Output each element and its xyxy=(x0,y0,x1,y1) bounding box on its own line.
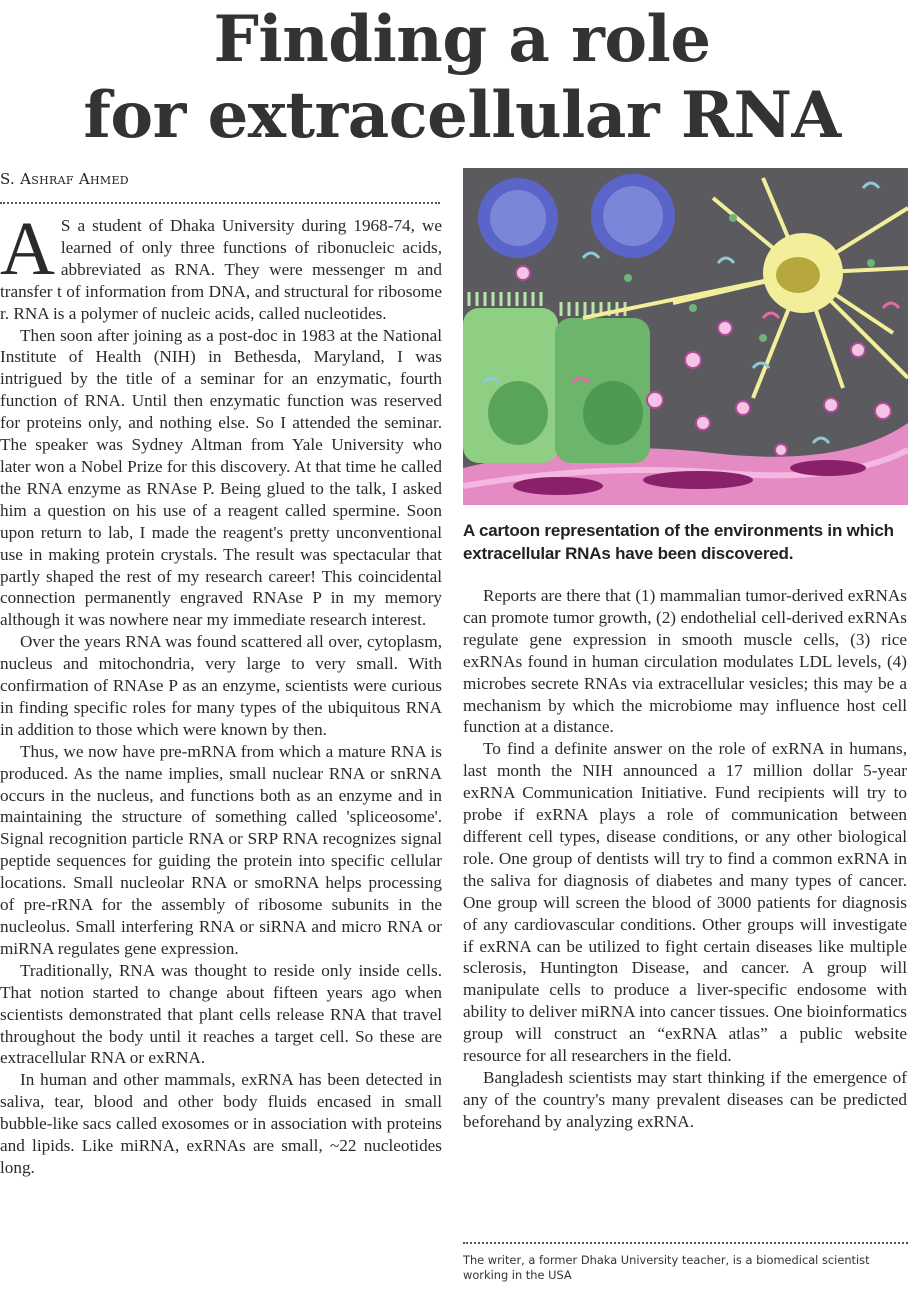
cell-nucleus xyxy=(488,381,548,445)
paragraph-3: Over the years RNA was found scattered all over, cytoplasm, nucleus and mitochondria, very large to very small. With confirmation of RNAse P as an enzyme, scientists were curious in finding specific roles for many types of the ubiquitous RNA in addition to those which were known by then. xyxy=(0,632,442,739)
neuron-nucleus xyxy=(776,257,820,293)
cell-nucleus xyxy=(583,381,643,445)
blood-cell xyxy=(643,471,753,489)
right-column xyxy=(463,585,907,1133)
blood-cell xyxy=(790,460,866,476)
paragraph-8: To find a definite answer on the role of exRNA in humans, last month the NIH announced a 17 million dollar 5-year exRNA Communication Initiative. Fund recipients will try to probe if exRNA plays a role of communication between different cell types, disease conditions, or any other biological role. One group of dentists will try to find a common exRNA in the saliva for diagnosis of diabetes and many types of cancer. One group will screen the blood of 3000 patients for diagnosis of any cardiovascular conditions. Other groups will investigate if exRNA can be utilized to fight certain diseases like multiple sclerosis, Huntington Disease, and cancer. A group will manipulate cells to produce a liver-specific endosome with ability to deliver miRNA into cancer tissues. One bioinformatics group will construct an “exRNA atlas” a public website resource for all researchers in the field. xyxy=(463,739,907,1066)
blood-cell xyxy=(513,477,603,495)
paragraph-1-text: S a student of Dhaka University during 1968-74, we learned of only three functions of ribonucleic acids, abbreviated as RNA. They were messenger m and transfer t of information from DNA, and structural for ribosome r. RNA is a polymer of nucleic acids, called nucleotides. xyxy=(0,216,442,323)
drop-cap: A xyxy=(0,207,55,291)
footnote-divider xyxy=(463,1242,908,1244)
left-column xyxy=(0,207,442,1179)
paragraph-1 xyxy=(0,207,442,325)
headline xyxy=(0,2,924,154)
byline: S. Ashraf Ahmed xyxy=(0,170,129,188)
exrna-illustration xyxy=(463,168,908,505)
paragraph-4: Thus, we now have pre-mRNA from which a mature RNA is produced. As the name implies, small nuclear RNA or snRNA occurs in the nucleus, and functions both as an enzyme and in maintaining the structure of something called 'spliceosome'. Signal recognition particle RNA or SRP RNA recognizes signal peptide sequences for guiding the protein into specific cellular locations. Small nucleolar RNA or smoRNA helps processing of pre-rRNA for the assembly of ribosome subunits in the nucleolus. Small interfering RNA or siRNA and micro RNA or miRNA regulates gene expression. xyxy=(0,741,442,958)
paragraph-7: Reports are there that (1) mammalian tumor-derived exRNAs can promote tumor growth, (2) endothelial cell-derived exRNAs regulate gene expression in smooth muscle cells, (3) rice exRNAs found in human circulation modulates LDL levels, (4) microbes secrete RNAs via extracellular vesicles; this may be a mechanism by which the microbiome may influence host cell function at a distance. xyxy=(463,586,907,737)
paragraph-5: Traditionally, RNA was thought to reside only inside cells. That notion started to change about fifteen years ago when scientists demonstrated that plant cells release RNA that travel throughout the body until it reaches a target cell. So these are extracellular RNA or exRNA. xyxy=(0,960,442,1068)
paragraph-2: Then soon after joining as a post-doc in 1983 at the National Institute of Health (NIH) in Bethesda, Maryland, I was intrigued by the title of a seminar for an enzymatic, fourth function of RNA. Until then enzymatic function was reserved for proteins only, and nothing else. So I attended the seminar. The speaker was Sydney Altman from Yale University who later won a Nobel Prize for this discovery. At that time he called the RNA enzyme as RNAse P. Being glued to the talk, I asked him a question on his use of a reagent called spermine. Soon upon return to lab, I made the reagent's pretty unconventional use in making protein crystals. The result was spectacular that partly shaped the rest of my research career! This coincidental connection permanently engraved RNAse P in my memory although it was nowhere near my immediate research interest. xyxy=(0,325,442,630)
figure-caption: A cartoon representation of the environments in which extracellular RNAs have been discovered. xyxy=(463,521,894,563)
author-footnote: The writer, a former Dhaka University teacher, is a biomedical scientist working in the USA xyxy=(463,1253,870,1282)
exrna-cartoon-image xyxy=(463,168,908,505)
paragraph-6: In human and other mammals, exRNA has been detected in saliva, tear, blood and other body fluids encased in small bubble-like sacs called exosomes or in association with proteins and lipids. Like miRNA, exRNAs are small, ~22 nucleotides long. xyxy=(0,1070,442,1177)
paragraph-9: Bangladesh scientists may start thinking if the emergence of any of the country's many prevalent diseases can be predicted beforehand by analyzing exRNA. xyxy=(463,1067,907,1131)
headline-line-2: for extracellular RNA xyxy=(83,78,841,153)
byline-divider xyxy=(0,202,440,204)
headline-line-1: Finding a role xyxy=(213,2,711,77)
